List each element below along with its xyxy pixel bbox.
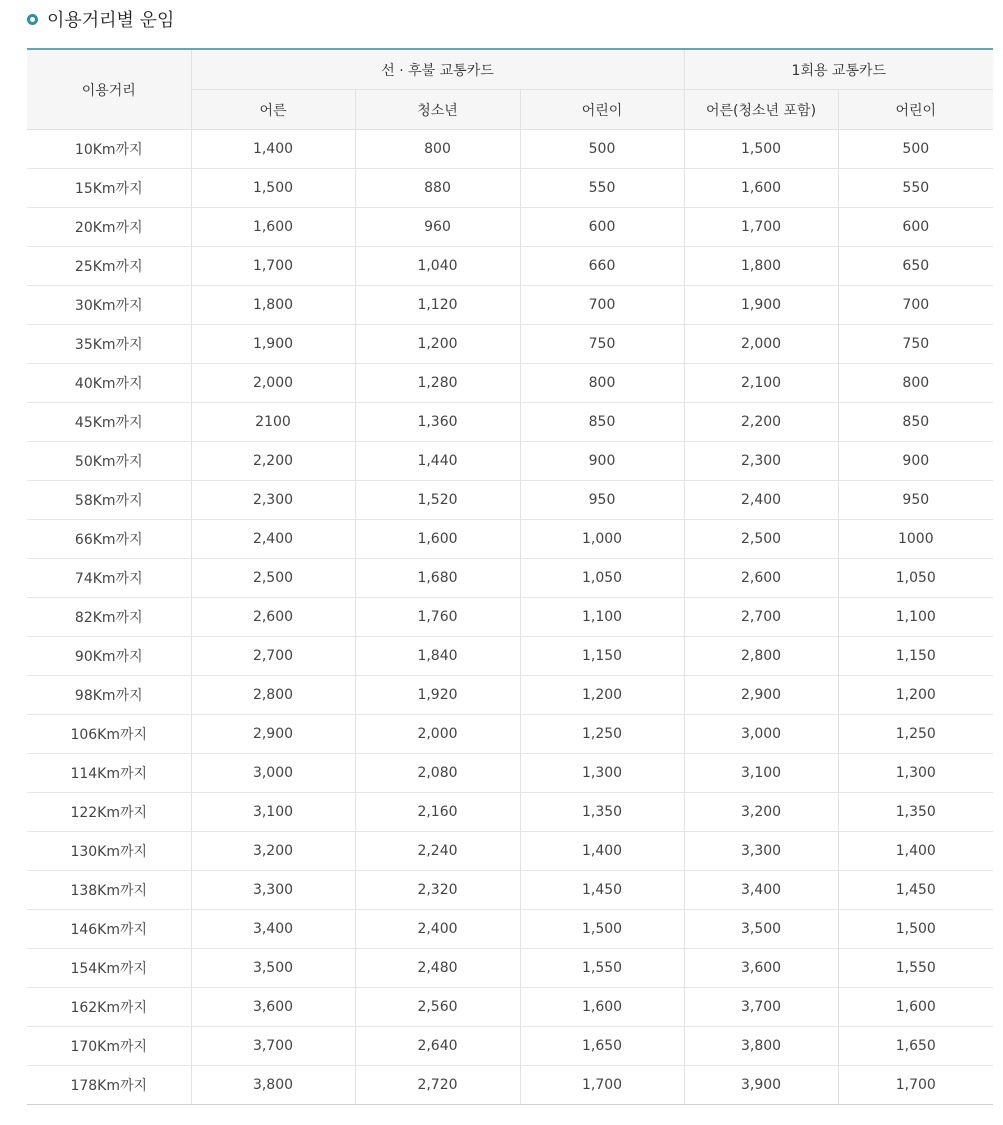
- prepaid-child-cell: 1,300: [520, 754, 684, 793]
- table-row: [27, 130, 993, 169]
- col-header-child: 어린이: [520, 90, 684, 130]
- distance-cell: 35Km까지: [27, 325, 191, 364]
- single-adult-cell: 2,800: [684, 637, 838, 676]
- prepaid-child-cell: 750: [520, 325, 684, 364]
- prepaid-youth-cell: 1,280: [355, 364, 520, 403]
- prepaid-child-cell: 1,200: [520, 676, 684, 715]
- prepaid-adult-cell: 1,900: [191, 325, 355, 364]
- table-row: [27, 715, 993, 754]
- single-adult-cell: 2,000: [684, 325, 838, 364]
- table-row: [27, 520, 993, 559]
- single-adult-cell: 3,700: [684, 988, 838, 1027]
- prepaid-child-cell: 1,600: [520, 988, 684, 1027]
- table-row: [27, 1027, 993, 1066]
- single-child-cell: 1,300: [838, 754, 993, 793]
- section-title: [27, 4, 174, 34]
- distance-cell: 106Km까지: [27, 715, 191, 754]
- prepaid-adult-cell: 1,400: [191, 130, 355, 169]
- prepaid-adult-cell: 2,800: [191, 676, 355, 715]
- single-adult-cell: 1,600: [684, 169, 838, 208]
- prepaid-child-cell: 800: [520, 364, 684, 403]
- prepaid-child-cell: 660: [520, 247, 684, 286]
- distance-cell: 178Km까지: [27, 1066, 191, 1105]
- single-adult-cell: 2,300: [684, 442, 838, 481]
- prepaid-adult-cell: 1,500: [191, 169, 355, 208]
- single-adult-cell: 2,400: [684, 481, 838, 520]
- prepaid-child-cell: 600: [520, 208, 684, 247]
- single-child-cell: 550: [838, 169, 993, 208]
- prepaid-child-cell: 550: [520, 169, 684, 208]
- prepaid-adult-cell: 2,500: [191, 559, 355, 598]
- prepaid-youth-cell: 2,560: [355, 988, 520, 1027]
- prepaid-youth-cell: 2,000: [355, 715, 520, 754]
- distance-cell: 90Km까지: [27, 637, 191, 676]
- prepaid-adult-cell: 2,400: [191, 520, 355, 559]
- distance-cell: 162Km까지: [27, 988, 191, 1027]
- prepaid-child-cell: 1,250: [520, 715, 684, 754]
- distance-cell: 130Km까지: [27, 832, 191, 871]
- table-row: [27, 988, 993, 1027]
- distance-cell: 122Km까지: [27, 793, 191, 832]
- prepaid-youth-cell: 800: [355, 130, 520, 169]
- prepaid-youth-cell: 1,200: [355, 325, 520, 364]
- distance-cell: 82Km까지: [27, 598, 191, 637]
- prepaid-youth-cell: 880: [355, 169, 520, 208]
- single-child-cell: 500: [838, 130, 993, 169]
- table-row: [27, 442, 993, 481]
- prepaid-child-cell: 500: [520, 130, 684, 169]
- prepaid-youth-cell: 1,840: [355, 637, 520, 676]
- single-adult-cell: 3,900: [684, 1066, 838, 1105]
- prepaid-child-cell: 900: [520, 442, 684, 481]
- prepaid-youth-cell: 1,680: [355, 559, 520, 598]
- prepaid-adult-cell: 3,300: [191, 871, 355, 910]
- single-adult-cell: 3,600: [684, 949, 838, 988]
- single-adult-cell: 2,600: [684, 559, 838, 598]
- header-row-groups: [27, 49, 993, 90]
- distance-cell: 40Km까지: [27, 364, 191, 403]
- distance-cell: 30Km까지: [27, 286, 191, 325]
- single-child-cell: 1,050: [838, 559, 993, 598]
- distance-cell: 15Km까지: [27, 169, 191, 208]
- prepaid-youth-cell: 2,240: [355, 832, 520, 871]
- prepaid-child-cell: 1,400: [520, 832, 684, 871]
- single-child-cell: 1,150: [838, 637, 993, 676]
- prepaid-youth-cell: 1,360: [355, 403, 520, 442]
- prepaid-youth-cell: 1,440: [355, 442, 520, 481]
- table-row: [27, 637, 993, 676]
- single-child-cell: 1,400: [838, 832, 993, 871]
- single-child-cell: 1,100: [838, 598, 993, 637]
- prepaid-adult-cell: 3,600: [191, 988, 355, 1027]
- prepaid-adult-cell: 3,800: [191, 1066, 355, 1105]
- single-adult-cell: 2,700: [684, 598, 838, 637]
- single-adult-cell: 1,500: [684, 130, 838, 169]
- table-row: [27, 247, 993, 286]
- prepaid-adult-cell: 3,200: [191, 832, 355, 871]
- prepaid-child-cell: 1,550: [520, 949, 684, 988]
- single-child-cell: 1,450: [838, 871, 993, 910]
- col-header-youth: 청소년: [355, 90, 520, 130]
- distance-cell: 74Km까지: [27, 559, 191, 598]
- prepaid-adult-cell: 2100: [191, 403, 355, 442]
- prepaid-adult-cell: 2,900: [191, 715, 355, 754]
- distance-cell: 10Km까지: [27, 130, 191, 169]
- prepaid-youth-cell: 1,520: [355, 481, 520, 520]
- table-row: [27, 559, 993, 598]
- prepaid-child-cell: 850: [520, 403, 684, 442]
- col-group-single-card: 1회용 교통카드: [684, 49, 993, 90]
- single-child-cell: 1,600: [838, 988, 993, 1027]
- prepaid-adult-cell: 2,600: [191, 598, 355, 637]
- prepaid-child-cell: 1,350: [520, 793, 684, 832]
- single-adult-cell: 1,900: [684, 286, 838, 325]
- single-adult-cell: 2,100: [684, 364, 838, 403]
- page-title: 이용거리별 운임: [47, 10, 175, 31]
- table-row: [27, 169, 993, 208]
- fare-table-header: [27, 49, 993, 130]
- prepaid-adult-cell: 1,600: [191, 208, 355, 247]
- table-row: [27, 676, 993, 715]
- single-adult-cell: 2,900: [684, 676, 838, 715]
- prepaid-adult-cell: 3,400: [191, 910, 355, 949]
- single-child-cell: 650: [838, 247, 993, 286]
- table-row: [27, 403, 993, 442]
- single-child-cell: 1,550: [838, 949, 993, 988]
- prepaid-adult-cell: 2,200: [191, 442, 355, 481]
- prepaid-child-cell: 700: [520, 286, 684, 325]
- table-row: [27, 481, 993, 520]
- prepaid-youth-cell: 2,160: [355, 793, 520, 832]
- prepaid-child-cell: 1,450: [520, 871, 684, 910]
- prepaid-child-cell: 1,150: [520, 637, 684, 676]
- table-row: [27, 949, 993, 988]
- bullet-circle-icon: [27, 14, 38, 25]
- prepaid-adult-cell: 1,800: [191, 286, 355, 325]
- table-row: [27, 1066, 993, 1105]
- single-adult-cell: 3,100: [684, 754, 838, 793]
- single-child-cell: 800: [838, 364, 993, 403]
- single-adult-cell: 3,800: [684, 1027, 838, 1066]
- distance-cell: 66Km까지: [27, 520, 191, 559]
- single-child-cell: 1,350: [838, 793, 993, 832]
- single-child-cell: 1,700: [838, 1066, 993, 1105]
- table-row: [27, 208, 993, 247]
- table-row: [27, 871, 993, 910]
- distance-cell: 58Km까지: [27, 481, 191, 520]
- prepaid-youth-cell: 2,320: [355, 871, 520, 910]
- distance-cell: 114Km까지: [27, 754, 191, 793]
- single-child-cell: 700: [838, 286, 993, 325]
- prepaid-adult-cell: 3,100: [191, 793, 355, 832]
- table-row: [27, 910, 993, 949]
- distance-cell: 146Km까지: [27, 910, 191, 949]
- prepaid-youth-cell: 2,640: [355, 1027, 520, 1066]
- prepaid-adult-cell: 3,500: [191, 949, 355, 988]
- prepaid-youth-cell: 1,600: [355, 520, 520, 559]
- col-header-single-adult: 어른(청소년 포함): [684, 90, 838, 130]
- distance-cell: 25Km까지: [27, 247, 191, 286]
- table-row: [27, 364, 993, 403]
- col-header-distance: 이용거리: [27, 49, 191, 130]
- table-row: [27, 286, 993, 325]
- prepaid-adult-cell: 3,700: [191, 1027, 355, 1066]
- single-adult-cell: 2,500: [684, 520, 838, 559]
- single-child-cell: 850: [838, 403, 993, 442]
- single-child-cell: 950: [838, 481, 993, 520]
- single-child-cell: 900: [838, 442, 993, 481]
- prepaid-youth-cell: 1,120: [355, 286, 520, 325]
- single-adult-cell: 1,800: [684, 247, 838, 286]
- single-child-cell: 1,250: [838, 715, 993, 754]
- prepaid-youth-cell: 1,920: [355, 676, 520, 715]
- distance-cell: 154Km까지: [27, 949, 191, 988]
- single-child-cell: 750: [838, 325, 993, 364]
- prepaid-youth-cell: 2,080: [355, 754, 520, 793]
- distance-cell: 20Km까지: [27, 208, 191, 247]
- table-row: [27, 832, 993, 871]
- single-adult-cell: 3,200: [684, 793, 838, 832]
- prepaid-child-cell: 1,000: [520, 520, 684, 559]
- prepaid-youth-cell: 1,040: [355, 247, 520, 286]
- distance-cell: 138Km까지: [27, 871, 191, 910]
- distance-cell: 170Km까지: [27, 1027, 191, 1066]
- single-child-cell: 1,500: [838, 910, 993, 949]
- single-adult-cell: 3,300: [684, 832, 838, 871]
- prepaid-adult-cell: 2,700: [191, 637, 355, 676]
- prepaid-adult-cell: 2,000: [191, 364, 355, 403]
- single-adult-cell: 3,500: [684, 910, 838, 949]
- single-child-cell: 600: [838, 208, 993, 247]
- col-header-single-child: 어린이: [838, 90, 993, 130]
- prepaid-child-cell: 1,700: [520, 1066, 684, 1105]
- single-child-cell: 1,200: [838, 676, 993, 715]
- col-header-adult: 어른: [191, 90, 355, 130]
- prepaid-youth-cell: 2,480: [355, 949, 520, 988]
- table-row: [27, 793, 993, 832]
- distance-cell: 45Km까지: [27, 403, 191, 442]
- distance-cell: 50Km까지: [27, 442, 191, 481]
- prepaid-child-cell: 950: [520, 481, 684, 520]
- prepaid-youth-cell: 1,760: [355, 598, 520, 637]
- prepaid-adult-cell: 2,300: [191, 481, 355, 520]
- prepaid-child-cell: 1,100: [520, 598, 684, 637]
- prepaid-youth-cell: 960: [355, 208, 520, 247]
- table-row: [27, 598, 993, 637]
- table-row: [27, 325, 993, 364]
- single-adult-cell: 3,400: [684, 871, 838, 910]
- fare-table-body: [27, 130, 993, 1105]
- prepaid-adult-cell: 3,000: [191, 754, 355, 793]
- single-adult-cell: 2,200: [684, 403, 838, 442]
- distance-cell: 98Km까지: [27, 676, 191, 715]
- col-group-prepaid-card: 선 · 후불 교통카드: [191, 49, 684, 90]
- prepaid-adult-cell: 1,700: [191, 247, 355, 286]
- single-adult-cell: 3,000: [684, 715, 838, 754]
- table-row: [27, 754, 993, 793]
- single-adult-cell: 1,700: [684, 208, 838, 247]
- fare-table: [27, 48, 993, 1105]
- prepaid-child-cell: 1,500: [520, 910, 684, 949]
- prepaid-youth-cell: 2,400: [355, 910, 520, 949]
- single-child-cell: 1,650: [838, 1027, 993, 1066]
- prepaid-youth-cell: 2,720: [355, 1066, 520, 1105]
- prepaid-child-cell: 1,650: [520, 1027, 684, 1066]
- single-child-cell: 1000: [838, 520, 993, 559]
- prepaid-child-cell: 1,050: [520, 559, 684, 598]
